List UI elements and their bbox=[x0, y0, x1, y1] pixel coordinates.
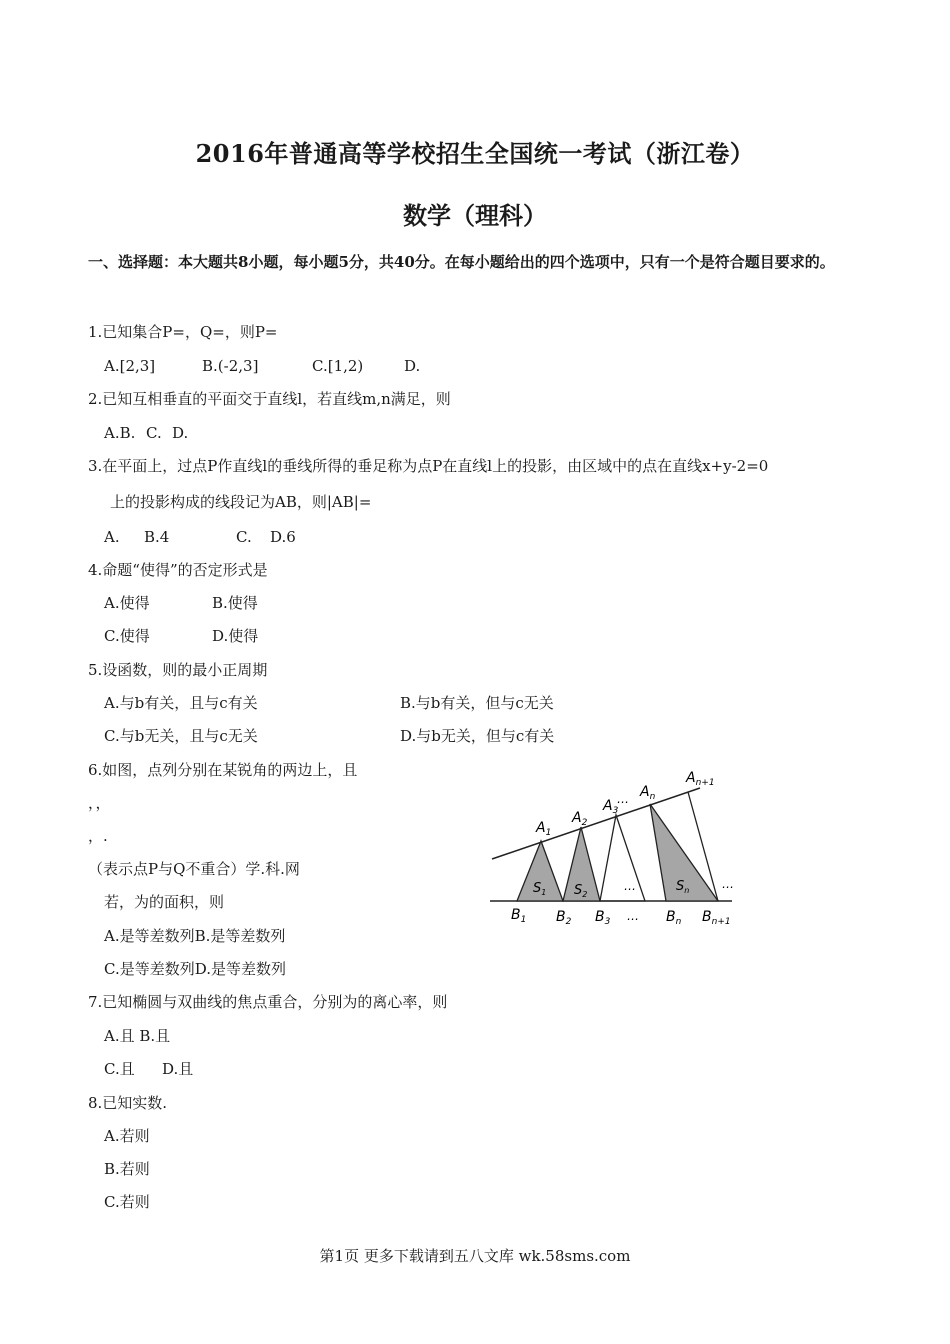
q8-option-a: A.若则 bbox=[104, 1127, 150, 1145]
page-subtitle: 数学（理科） bbox=[403, 201, 547, 230]
q3-option-a: A. bbox=[104, 528, 120, 546]
q8-stem: 8.已知实数. bbox=[88, 1094, 168, 1112]
q8-option-c: C.若则 bbox=[104, 1193, 150, 1211]
label-b2: $B_2$ bbox=[556, 909, 572, 927]
q5-option-a: A.与b有关，且与c有关 bbox=[104, 694, 258, 712]
q6-line5: 若，为的面积，则 bbox=[104, 893, 225, 911]
q6-option-ab: A.是等差数列B.是等差数列 bbox=[104, 927, 286, 945]
q7-stem: 7.已知椭圆与双曲线的焦点重合，分别为的离心率，则 bbox=[88, 993, 448, 1011]
label-s2: $S_2$ bbox=[574, 883, 588, 899]
q6-figure bbox=[480, 768, 750, 938]
q2-option-c: C. bbox=[146, 424, 162, 442]
label-a3: $A_3$ bbox=[603, 798, 619, 816]
q2-stem: 2.已知互相垂直的平面交于直线l，若直线m,n满足，则 bbox=[88, 390, 451, 408]
label-sn: $S_n$ bbox=[676, 879, 690, 895]
label-b1: $B_1$ bbox=[511, 907, 527, 925]
q6-line4: （表示点P与Q不重合）学.科.网 bbox=[88, 860, 300, 878]
page-title: 2016年普通高等学校招生全国统一考试（浙江卷） bbox=[195, 139, 755, 168]
q4-option-b: B.使得 bbox=[212, 594, 258, 612]
q1-option-a: A.[2,3] bbox=[104, 357, 156, 375]
q1-stem: 1.已知集合P=，Q=，则P= bbox=[88, 323, 278, 341]
q2-option-d: D. bbox=[172, 424, 189, 442]
q6-line3: ，. bbox=[88, 827, 108, 845]
q3-option-b: B.4 bbox=[144, 528, 170, 546]
q6-option-cd: C.是等差数列D.是等差数列 bbox=[104, 960, 286, 978]
q3-stem-line2: 上的投影构成的线段记为AB，则|AB|= bbox=[110, 493, 372, 511]
q1-option-c: C.[1,2) bbox=[312, 357, 364, 375]
q8-option-b: B.若则 bbox=[104, 1160, 150, 1178]
label-a1: $A_1$ bbox=[536, 820, 552, 838]
label-an: $A_n$ bbox=[640, 784, 656, 802]
triangle-s3 bbox=[600, 815, 645, 901]
q4-option-d: D.使得 bbox=[212, 627, 259, 645]
q1-option-b: B.(-2,3] bbox=[202, 357, 259, 375]
ellipsis-top: … bbox=[617, 792, 629, 806]
label-s1: $S_1$ bbox=[533, 881, 547, 897]
q3-option-d: D.6 bbox=[270, 528, 296, 546]
q2-option-ab: A.B. bbox=[104, 424, 136, 442]
q4-option-c: C.使得 bbox=[104, 627, 150, 645]
label-bn1: $B_{n+1}$ bbox=[702, 909, 731, 927]
ellipsis-mid: … bbox=[624, 879, 636, 893]
q5-option-c: C.与b无关，且与c无关 bbox=[104, 727, 258, 745]
q7-option-d: D.且 bbox=[162, 1060, 194, 1078]
q4-stem: 4.命题“使得”的否定形式是 bbox=[88, 561, 268, 579]
label-an1: $A_{n+1}$ bbox=[686, 770, 715, 788]
label-b3: $B_3$ bbox=[595, 909, 611, 927]
ellipsis-right: … bbox=[722, 877, 734, 891]
q1-option-d: D. bbox=[404, 357, 421, 375]
q3-stem-line1: 3.在平面上，过点P作直线l的垂线所得的垂足称为点P在直线l上的投影，由区域中的点在直线x+y-2=0 bbox=[88, 457, 769, 475]
q6-line2: ，， bbox=[88, 794, 111, 812]
q7-option-ab: A.且 B.且 bbox=[104, 1027, 171, 1045]
q5-option-d: D.与b无关，但与c有关 bbox=[400, 727, 555, 745]
q4-option-a: A.使得 bbox=[104, 594, 150, 612]
ellipsis-bottom: … bbox=[627, 909, 639, 923]
label-a2: $A_2$ bbox=[572, 810, 588, 828]
section-heading: 一、选择题：本大题共8小题，每小题5分，共40分。在每小题给出的四个选项中，只有一个是符合题目要求的。 bbox=[88, 253, 835, 271]
q5-option-b: B.与b有关，但与c无关 bbox=[400, 694, 554, 712]
page-footer: 第1页 更多下载请到五八文库 wk.58sms.com bbox=[319, 1247, 631, 1265]
q7-option-c: C.且 bbox=[104, 1060, 135, 1078]
label-bn: $B_n$ bbox=[666, 909, 682, 927]
q3-option-c: C. bbox=[236, 528, 252, 546]
q5-stem: 5.设函数，则的最小正周期 bbox=[88, 661, 268, 679]
q6-stem: 6.如图，点列分别在某锐角的两边上，且 bbox=[88, 761, 358, 779]
